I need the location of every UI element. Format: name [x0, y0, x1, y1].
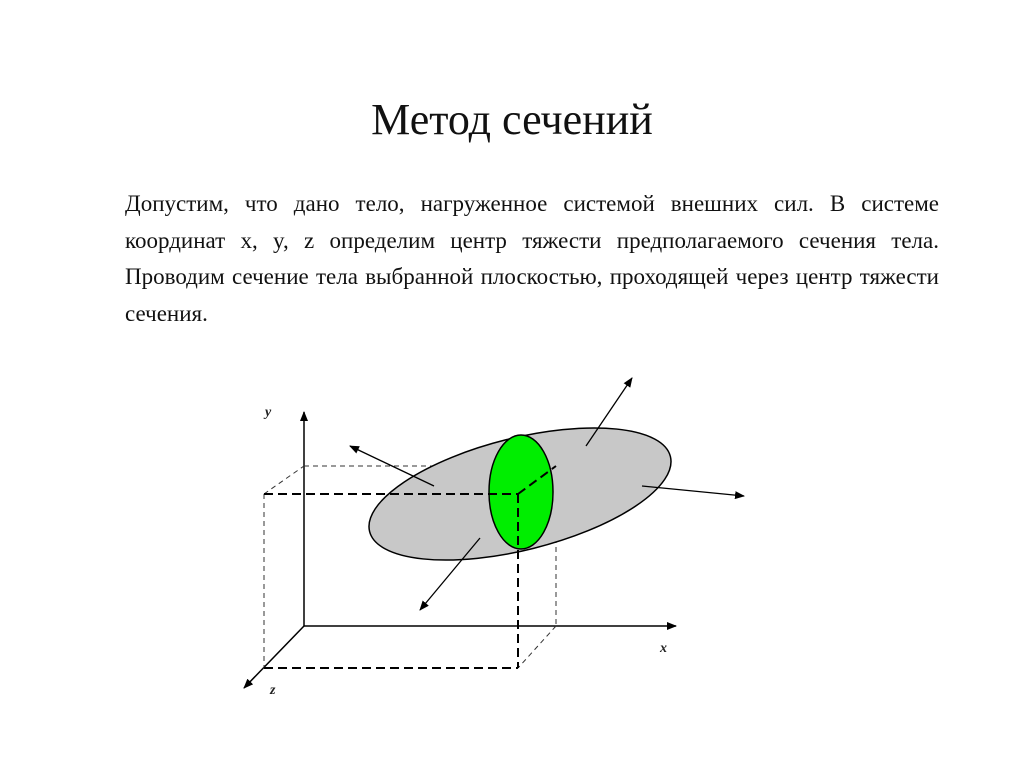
x-axis-label: x — [660, 641, 667, 656]
z-axis — [244, 626, 304, 688]
slide-title: Метод сечений — [371, 95, 653, 144]
y-axis-label: y — [265, 405, 272, 420]
slide-body-text: Допустим, что дано тело, нагруженное системой внешних сил. В системе координат x, y, z определим центр тяжести предполагаемого сечения тела. Проводим сечение тела выбранной плоскостью, проходящей через центр тяжести сечения. — [125, 191, 939, 326]
force-arrow-right — [642, 486, 744, 496]
z-axis-label: z — [270, 683, 276, 698]
